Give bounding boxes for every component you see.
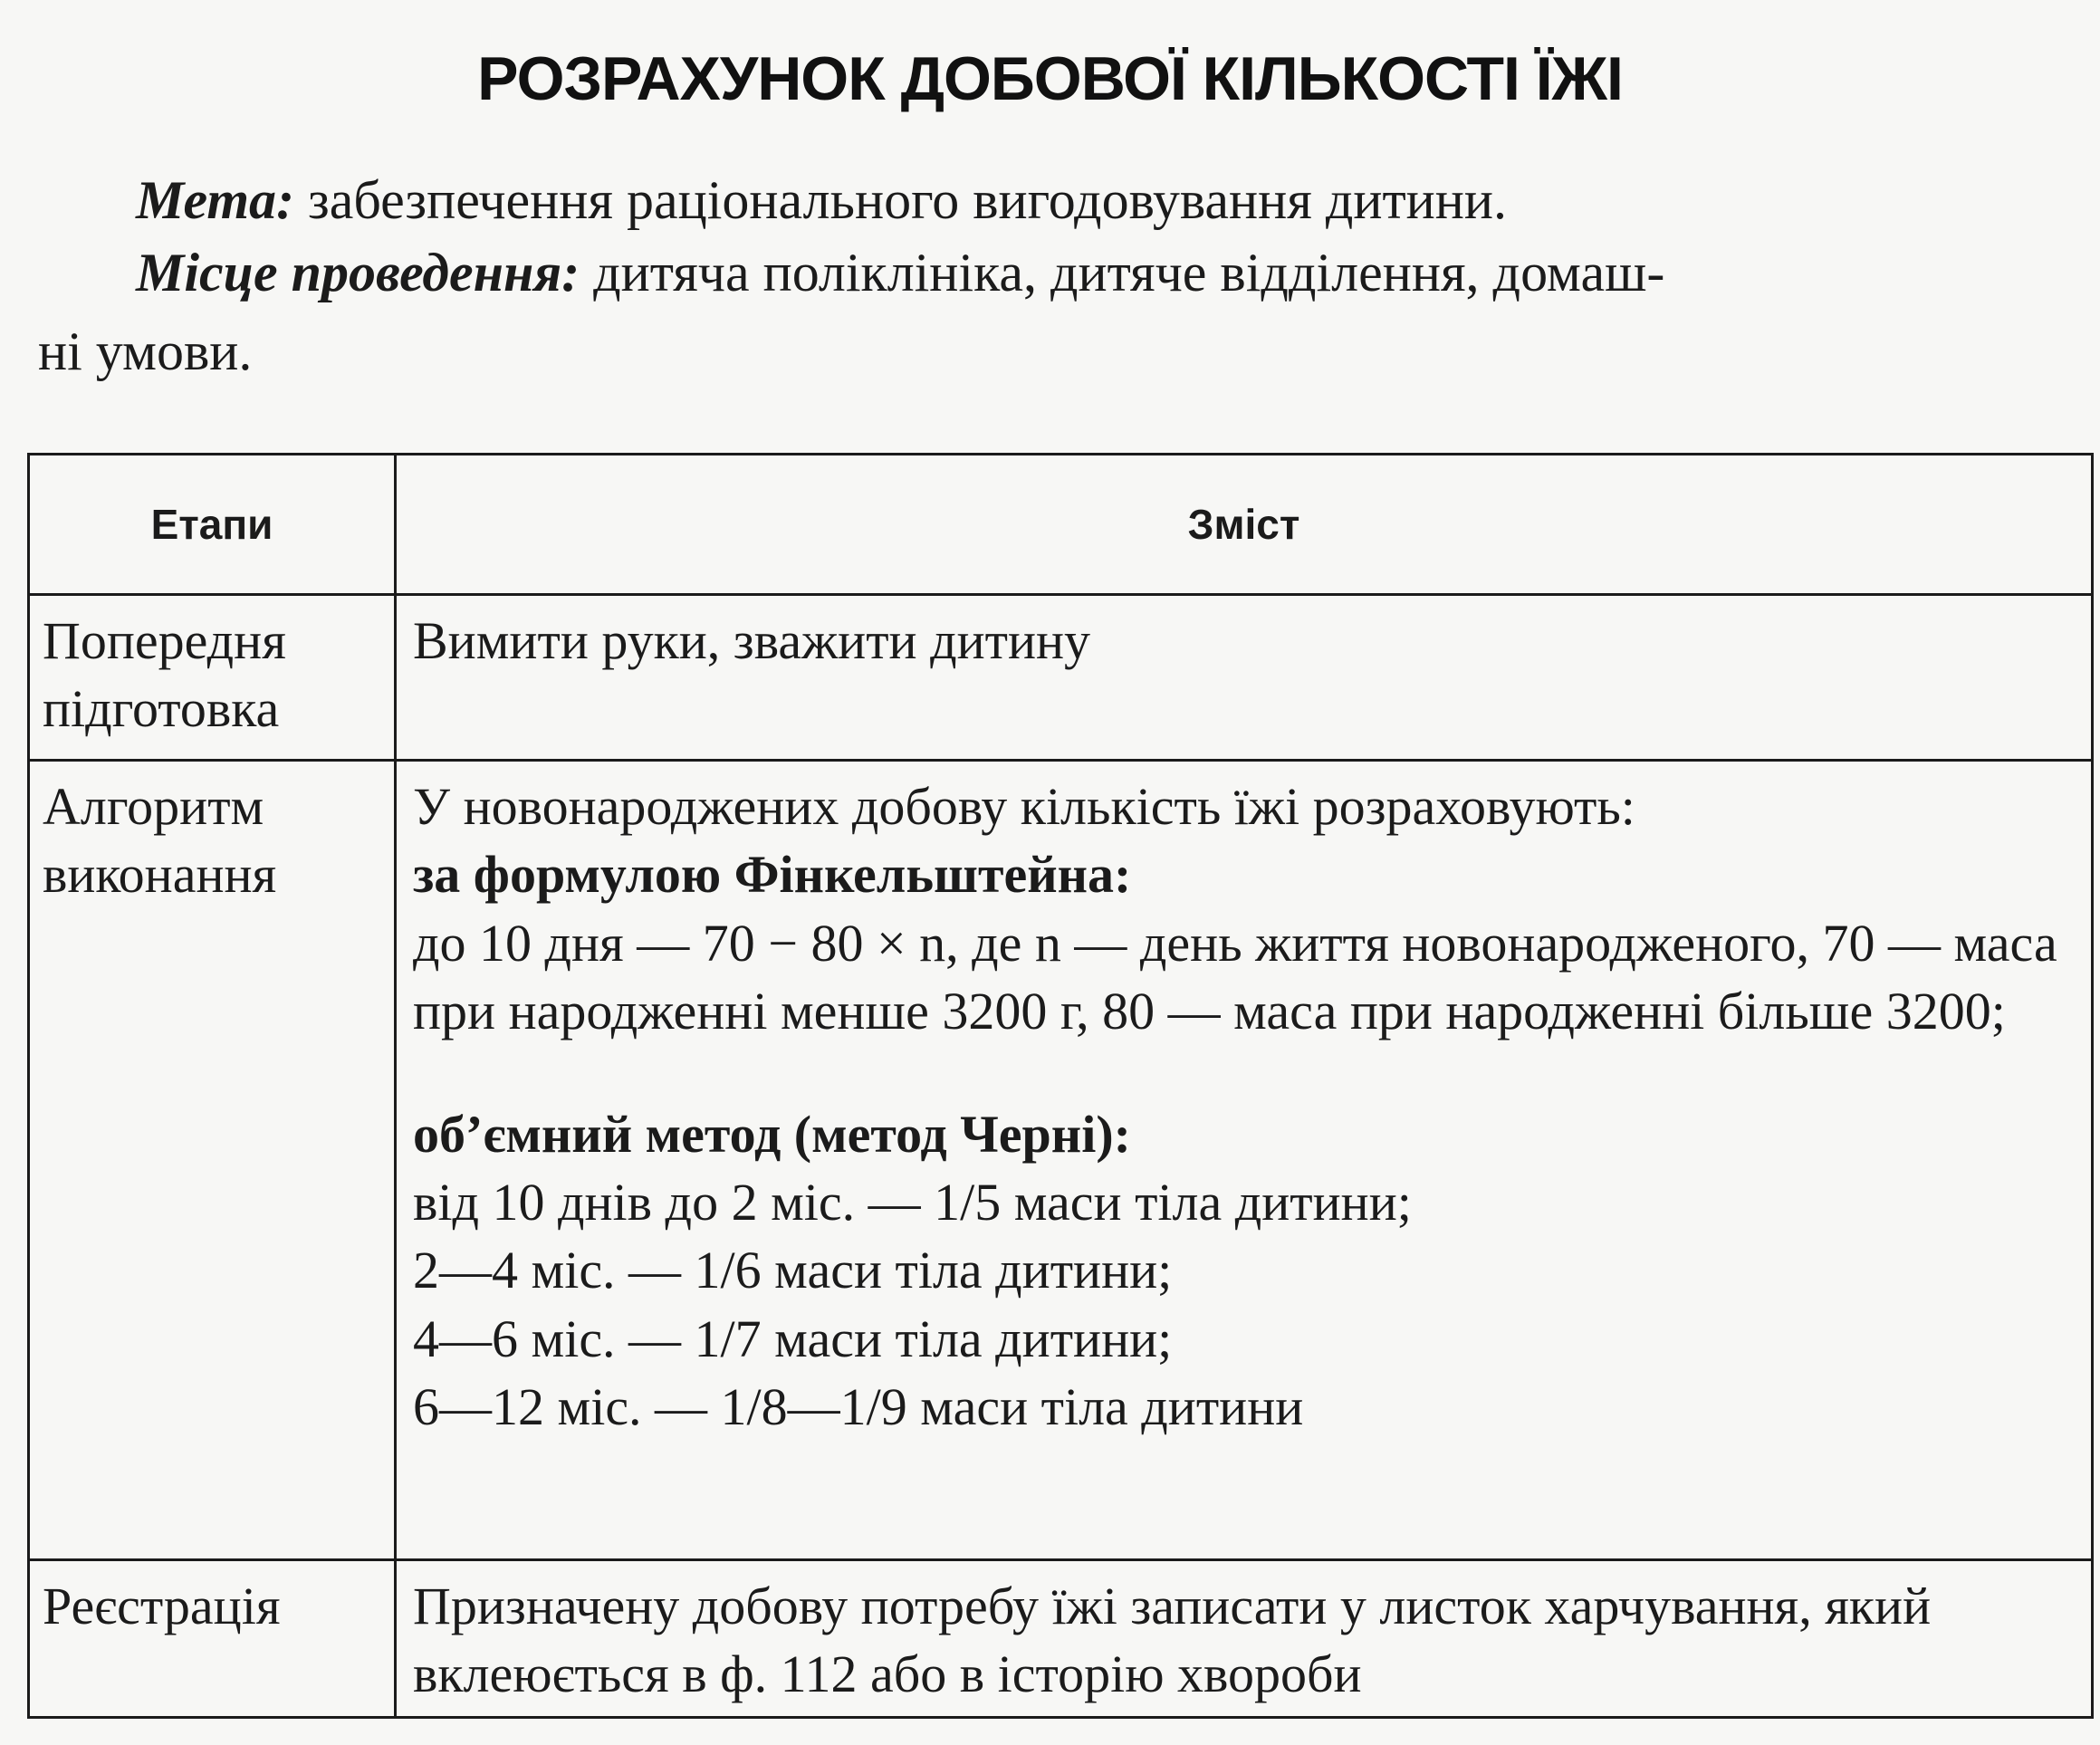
place-label: Місце проведення: bbox=[136, 243, 580, 302]
stage-cell: Реєстрація bbox=[29, 1560, 396, 1718]
algorithm-intro: У новонароджених добову кількість їжі розраховують: bbox=[413, 777, 1635, 836]
table-row bbox=[29, 761, 2093, 1560]
content-cell: Призначену добову потребу їжі записати у листок харчування, який вклеюється в ф. 112 або в історію хвороби bbox=[396, 1560, 2093, 1718]
goal-label: Мета: bbox=[136, 170, 294, 230]
czerny-line: 4—6 міс. — 1/7 маси тіла дитини; bbox=[413, 1309, 1173, 1368]
content-cell bbox=[396, 761, 2093, 1560]
steps-table bbox=[27, 453, 2094, 1719]
finkelstein-heading: за формулою Фінкельштейна: bbox=[413, 845, 1132, 905]
spacer bbox=[413, 1046, 2075, 1100]
czerny-line: 2—4 міс. — 1/6 маси тіла дитини; bbox=[413, 1241, 1173, 1300]
czerny-line: 6—12 міс. — 1/8—1/9 маси тіла дитини bbox=[413, 1377, 1304, 1437]
table-row bbox=[29, 1560, 2093, 1718]
finkelstein-text: до 10 дня — 70 − 80 × n, де n — день життя новонародженого, 70 — маса при народженні менше 3200 г, 80 — маса при народженні більше 3200; bbox=[413, 913, 2057, 1041]
goal-text: забезпечення раціонального вигодовування дитини. bbox=[308, 170, 1508, 230]
content-cell: Вимити руки, зважити дитину bbox=[396, 595, 2093, 761]
czerny-heading: об’ємний метод (метод Черні): bbox=[413, 1104, 1131, 1164]
czerny-line: від 10 днів до 2 міс. — 1/5 маси тіла дитини; bbox=[413, 1172, 1412, 1232]
stage-cell: Алгоритм виконання bbox=[29, 761, 396, 1560]
place-line bbox=[136, 240, 2064, 305]
place-line-continuation: ні умови. bbox=[38, 321, 253, 381]
place-text: дитяча поліклініка, дитяче відділення, домаш- bbox=[593, 243, 1665, 302]
table-header-row bbox=[29, 455, 2093, 595]
table-row bbox=[29, 595, 2093, 761]
stage-cell: Попередня підготовка bbox=[29, 595, 396, 761]
goal-line bbox=[136, 168, 2064, 233]
header-content: Зміст bbox=[396, 455, 2093, 595]
header-stages: Етапи bbox=[29, 455, 396, 595]
page-title: РОЗРАХУНОК ДОБОВОЇ КІЛЬКОСТІ ЇЖІ bbox=[477, 44, 1623, 113]
